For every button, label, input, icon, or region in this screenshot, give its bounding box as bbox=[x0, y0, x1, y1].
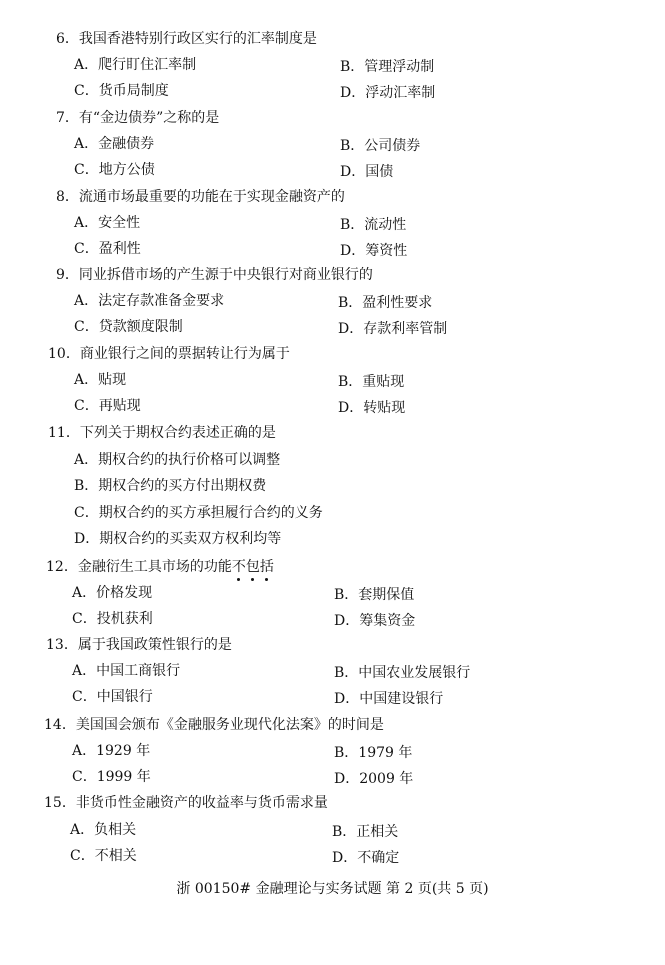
option-d: D．存款利率管制 bbox=[338, 321, 448, 337]
emphasis-char: 包 bbox=[245, 559, 260, 575]
option-a: A．期权合约的执行价格可以调整 bbox=[74, 452, 281, 468]
question-number: 9． bbox=[56, 267, 79, 283]
option-d: D．浮动汇率制 bbox=[340, 85, 436, 101]
option-b: B．套期保值 bbox=[334, 587, 415, 603]
question-stem: 非货币性金融资产的收益率与货币需求量 bbox=[75, 795, 328, 811]
question-stem: 有“金边债券”之称的是 bbox=[78, 110, 220, 126]
option-a: A．金融债券 bbox=[74, 136, 155, 152]
option-b: B．盈利性要求 bbox=[338, 295, 433, 311]
option-d: D．筹资性 bbox=[340, 243, 408, 259]
option-c: C．再贴现 bbox=[74, 398, 141, 414]
option-d: D．中国建设银行 bbox=[334, 691, 444, 707]
emphasis-char: 括 bbox=[259, 559, 274, 575]
option-a: A．爬行盯住汇率制 bbox=[74, 57, 197, 73]
option-b: B．流动性 bbox=[340, 217, 407, 233]
question-stem: 美国国会颁布《金融服务业现代化法案》的时间是 bbox=[75, 717, 384, 733]
option-a: A．法定存款准备金要求 bbox=[74, 293, 225, 309]
option-a: A．1929 年 bbox=[72, 743, 151, 759]
option-d: D．不确定 bbox=[332, 850, 400, 866]
option-c: C．中国银行 bbox=[72, 689, 153, 705]
option-d: D．期权合约的买卖双方权利均等 bbox=[74, 531, 282, 547]
option-a: A．价格发现 bbox=[72, 585, 153, 601]
question-number: 11． bbox=[48, 425, 80, 441]
option-c: C．期权合约的买方承担履行合约的义务 bbox=[74, 505, 323, 521]
option-c: C．1999 年 bbox=[72, 769, 151, 785]
option-c: C．贷款额度限制 bbox=[74, 319, 183, 335]
option-c: C．盈利性 bbox=[74, 241, 141, 257]
option-c: C．地方公债 bbox=[74, 162, 155, 178]
option-b: B．期权合约的买方付出期权费 bbox=[74, 478, 267, 494]
emphasis-char: 不 bbox=[231, 559, 246, 575]
option-a: A．中国工商银行 bbox=[72, 663, 181, 679]
option-c: C．货币局制度 bbox=[74, 83, 169, 99]
option-b: B．1979 年 bbox=[334, 745, 413, 761]
question-number: 6． bbox=[56, 31, 79, 47]
question-number: 12． bbox=[46, 559, 78, 575]
option-a: A．负相关 bbox=[70, 822, 137, 838]
page-footer: 浙 00150# 金融理论与实务试题 第 2 页(共 5 页) bbox=[176, 881, 489, 897]
option-a: A．贴现 bbox=[74, 372, 127, 388]
option-b: B．公司债券 bbox=[340, 138, 421, 154]
question-number: 15． bbox=[44, 795, 76, 811]
option-d: D．2009 年 bbox=[334, 771, 414, 787]
option-a: A．安全性 bbox=[74, 215, 141, 231]
option-b: B．中国农业发展银行 bbox=[334, 665, 471, 681]
option-d: D．国债 bbox=[340, 164, 394, 180]
option-b: B．管理浮动制 bbox=[340, 59, 435, 75]
option-d: D．转贴现 bbox=[338, 400, 406, 416]
question-number: 10． bbox=[48, 346, 80, 362]
question-number: 7． bbox=[56, 110, 79, 126]
option-c: C．不相关 bbox=[70, 848, 137, 864]
option-d: D．筹集资金 bbox=[334, 613, 416, 629]
question-stem: 属于我国政策性银行的是 bbox=[77, 637, 232, 653]
question-stem: 流通市场最重要的功能在于实现金融资产的 bbox=[78, 189, 345, 205]
question-number: 8． bbox=[56, 189, 79, 205]
question-number: 14． bbox=[44, 717, 76, 733]
question-stem: 同业拆借市场的产生源于中央银行对商业银行的 bbox=[78, 267, 373, 283]
question-stem: 我国香港特别行政区实行的汇率制度是 bbox=[78, 31, 317, 47]
question-number: 13． bbox=[46, 637, 78, 653]
question-stem: 商业银行之间的票据转让行为属于 bbox=[79, 346, 290, 362]
question-stem: 下列关于期权合约表述正确的是 bbox=[79, 425, 276, 441]
option-b: B．重贴现 bbox=[338, 374, 405, 390]
question-stem: 金融衍生工具市场的功能 bbox=[77, 559, 232, 575]
option-c: C．投机获利 bbox=[72, 611, 153, 627]
option-b: B．正相关 bbox=[332, 824, 399, 840]
